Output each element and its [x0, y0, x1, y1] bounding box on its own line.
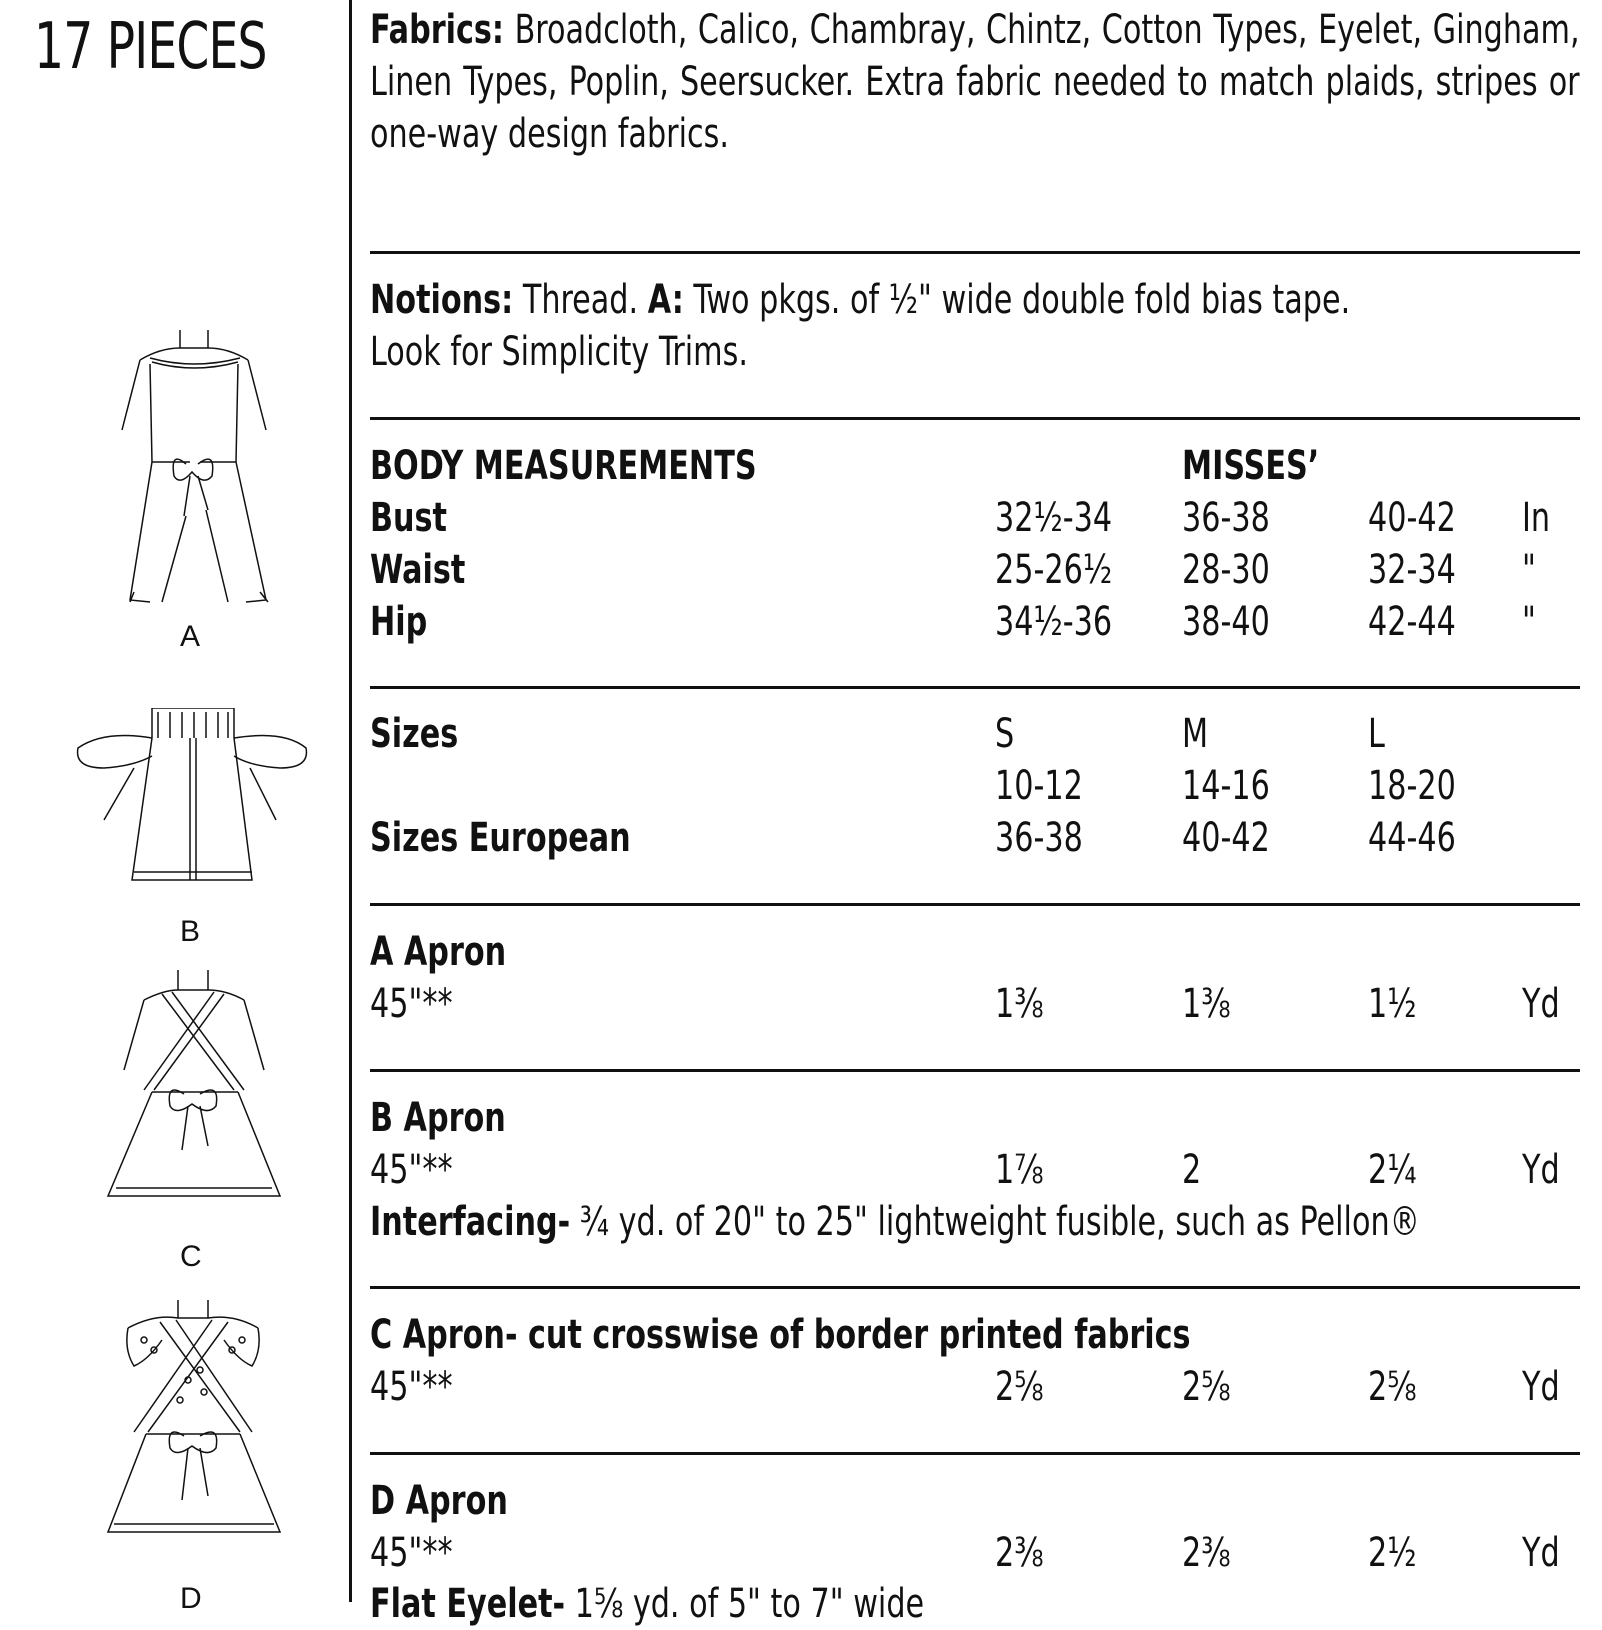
view-a-label: A — [180, 620, 201, 653]
view-d-illustration — [104, 1300, 284, 1580]
hip-unit: " — [1522, 599, 1536, 645]
view-c-label: C — [180, 1240, 202, 1273]
hip-s: 34½-36 — [995, 599, 1113, 645]
apron-a-width: 45"** — [370, 981, 453, 1027]
size-l-letter: L — [1368, 711, 1385, 757]
divider — [370, 903, 1580, 906]
view-a-illustration — [100, 330, 290, 615]
interfacing-text: ¾ yd. of 20" to 25" lightweight fusible, such as Pellon® — [579, 1199, 1420, 1245]
apron-a-title: A Apron — [370, 929, 507, 975]
bust-s: 32½-34 — [995, 495, 1113, 541]
apron-b-m: 2 — [1182, 1147, 1202, 1193]
apron-d-unit: Yd — [1522, 1530, 1560, 1576]
apron-c-l: 2⅝ — [1368, 1364, 1417, 1410]
size-m-european: 40-42 — [1182, 815, 1270, 861]
size-l-number: 18-20 — [1368, 763, 1456, 809]
waist-l: 32-34 — [1368, 547, 1456, 593]
body-measurements-heading: BODY MEASUREMENTS — [370, 443, 757, 489]
apron-a-s: 1⅜ — [995, 981, 1044, 1027]
view-c-illustration — [104, 970, 284, 1220]
fabrics-section — [370, 4, 1580, 160]
size-s-european: 36-38 — [995, 815, 1083, 861]
apron-b-s: 1⅞ — [995, 1147, 1044, 1193]
sizes-label: Sizes — [370, 711, 459, 757]
notions-line2: Look for Simplicity Trims. — [370, 329, 748, 375]
fabrics-label: Fabrics: — [370, 7, 504, 53]
sizes-european-label: Sizes European — [370, 815, 631, 861]
eyelet-text: 1⅝ yd. of 5" to 7" wide — [574, 1581, 925, 1627]
notions-label: Notions: — [370, 277, 514, 323]
column-divider — [349, 0, 352, 1602]
waist-m: 28-30 — [1182, 547, 1270, 593]
eyelet-label: Flat Eyelet- — [370, 1581, 566, 1627]
divider — [370, 1452, 1580, 1455]
interfacing-label: Interfacing- — [370, 1199, 571, 1245]
apron-d-eyelet — [370, 1578, 924, 1630]
waist-s: 25-26½ — [995, 547, 1113, 593]
size-m-number: 14-16 — [1182, 763, 1270, 809]
bust-label: Bust — [370, 495, 448, 541]
size-s-number: 10-12 — [995, 763, 1083, 809]
apron-c-m: 2⅝ — [1182, 1364, 1231, 1410]
apron-d-width: 45"** — [370, 1530, 453, 1576]
bust-l: 40-42 — [1368, 495, 1456, 541]
notions-thread: Thread. — [522, 277, 639, 323]
bust-unit: In — [1522, 495, 1551, 541]
apron-c-unit: Yd — [1522, 1364, 1560, 1410]
apron-b-interfacing — [370, 1196, 1420, 1248]
notions-line1 — [370, 274, 1350, 326]
hip-label: Hip — [370, 599, 428, 645]
notions-bias-tape: Two pkgs. of ½" wide double fold bias tape. — [693, 277, 1351, 323]
notions-view-a: A: — [647, 277, 684, 323]
divider — [370, 686, 1580, 689]
misses-heading: MISSES’ — [1182, 443, 1320, 489]
pieces-count: 17 PIECES — [34, 10, 267, 84]
apron-a-l: 1½ — [1368, 981, 1417, 1027]
apron-d-m: 2⅜ — [1182, 1530, 1231, 1576]
bust-m: 36-38 — [1182, 495, 1270, 541]
apron-d-l: 2½ — [1368, 1530, 1417, 1576]
size-l-european: 44-46 — [1368, 815, 1456, 861]
size-m-letter: M — [1182, 711, 1209, 757]
apron-c-width: 45"** — [370, 1364, 453, 1410]
apron-a-unit: Yd — [1522, 981, 1560, 1027]
apron-c-s: 2⅝ — [995, 1364, 1044, 1410]
divider — [370, 1069, 1580, 1072]
apron-c-title: C Apron- cut crosswise of border printed fabrics — [370, 1312, 1191, 1358]
apron-b-title: B Apron — [370, 1095, 506, 1141]
apron-b-unit: Yd — [1522, 1147, 1560, 1193]
apron-b-l: 2¼ — [1368, 1147, 1417, 1193]
view-d-label: D — [180, 1582, 202, 1615]
fabrics-text: Broadcloth, Calico, Chambray, Chintz, Cotton Types, Eyelet, Gingham, Linen Types, Poplin, Seersucker. Extra fabric needed to match plaids, stripes or one-way design fabrics. — [370, 7, 1580, 157]
view-b-label: B — [180, 915, 201, 948]
apron-d-title: D Apron — [370, 1478, 508, 1524]
divider — [370, 1286, 1580, 1289]
divider — [370, 251, 1580, 254]
apron-a-m: 1⅜ — [1182, 981, 1231, 1027]
apron-d-s: 2⅜ — [995, 1530, 1044, 1576]
hip-m: 38-40 — [1182, 599, 1270, 645]
waist-unit: " — [1522, 547, 1536, 593]
waist-label: Waist — [370, 547, 466, 593]
hip-l: 42-44 — [1368, 599, 1456, 645]
size-s-letter: S — [995, 711, 1015, 757]
divider — [370, 417, 1580, 420]
view-b-illustration — [74, 708, 310, 893]
apron-b-width: 45"** — [370, 1147, 453, 1193]
